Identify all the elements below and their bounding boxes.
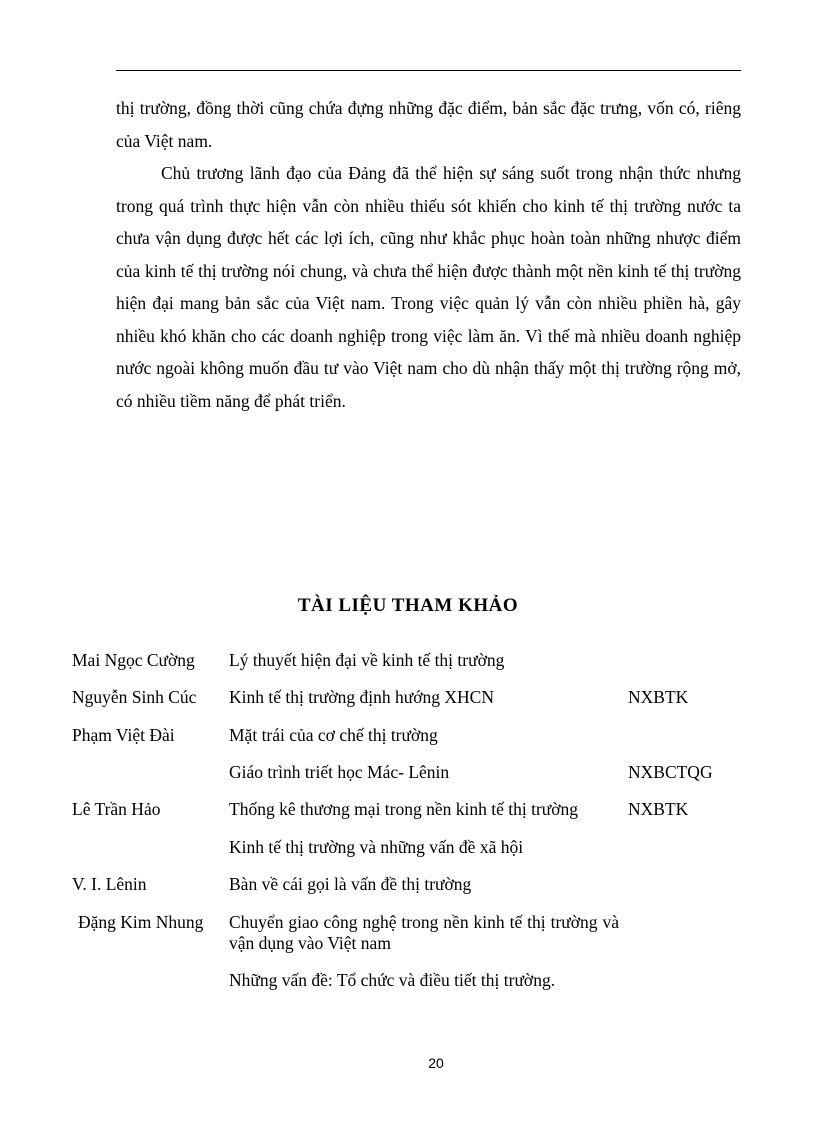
body-paragraph: Chủ trương lãnh đạo của Đảng đã thể hiện sự sáng suốt trong nhận thức nhưng trong quá trình thực hiện vẫn còn nhiều thiếu sót khiến cho kinh tế thị trường nước ta chưa vận dụng được hết các lợi ích, cũng như khắc phục hoàn toàn những nhược điểm của kinh tế thị trường nói chung, và chưa thể hiện được thành một nền kinh tế thị trường hiện đại mang bản sắc của Việt nam. Trong việc quản lý vẫn còn nhiều phiền hà, gây nhiều khó khăn cho các doanh nghiệp trong việc làm ăn. Vì thế mà nhiều doanh nghiệp nước ngoài không muốn đầu tư vào Việt nam cho dù nhận thấy một thị trường rộng mở, có nhiều tiềm năng để phát triển. xyxy=(116,163,741,411)
header-rule xyxy=(116,70,741,71)
reference-title: Thống kê thương mại trong nền kinh tế thị trường xyxy=(229,799,579,819)
reference-title: Mặt trái của cơ chế thị trường xyxy=(229,725,438,745)
reference-title: Kinh tế thị trường và những vấn đề xã hội xyxy=(229,837,524,857)
reference-title: Giáo trình triết học Mác- Lênin xyxy=(229,762,450,782)
reference-author: Phạm Việt Đài xyxy=(72,725,175,745)
reference-author: Mai Ngọc Cường xyxy=(72,650,195,670)
reference-author: V. I. Lênin xyxy=(72,874,147,894)
reference-author: Lê Trần Hảo xyxy=(72,799,161,819)
reference-author: Nguyễn Sinh Cúc xyxy=(72,687,197,707)
reference-publisher: NXBTK xyxy=(628,687,689,707)
reference-publisher: NXBTK xyxy=(628,799,689,819)
reference-title: Kinh tế thị trường định hướng XHCN xyxy=(229,687,494,707)
body-paragraph-continued: thị trường, đồng thời cũng chứa đựng những đặc điểm, bản sắc đặc trưng, vốn có, riêng của Việt nam. xyxy=(116,98,741,151)
reference-title: Bàn về cái gọi là vấn đề thị trường xyxy=(229,874,472,894)
reference-title: Những vấn đề: Tổ chức và điều tiết thị trường. xyxy=(229,970,556,990)
reference-title: Chuyển giao công nghệ trong nền kinh tế thị trường và vận dụng vào Việt nam xyxy=(229,912,619,953)
reference-author: Đặng Kim Nhung xyxy=(78,912,204,932)
references-heading: TÀI LIỆU THAM KHẢO xyxy=(297,595,519,616)
reference-title: Lý thuyết hiện đại về kinh tế thị trường xyxy=(229,650,505,670)
reference-publisher: NXBCTQG xyxy=(628,762,713,782)
page-number: 20 xyxy=(428,1055,444,1071)
